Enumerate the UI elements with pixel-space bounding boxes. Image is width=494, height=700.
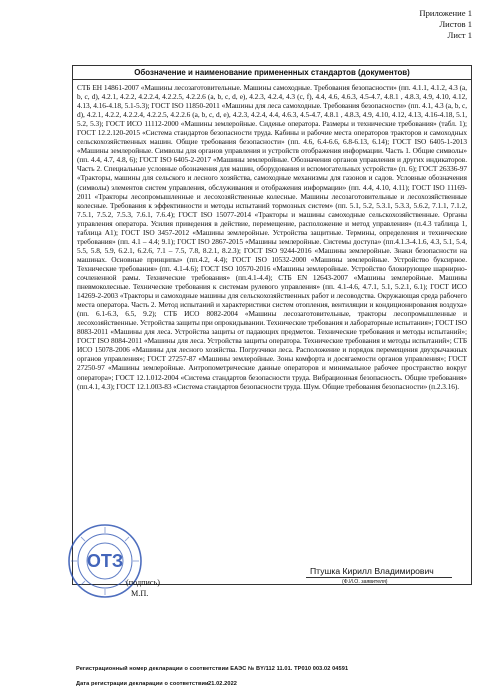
standards-text: СТБ ЕН 14861-2007 «Машины лесозаготовительные. Машины самоходные. Требования безопасности» (пп. 4.1.1, 4.1.2, 4.3 (a, b, c, d), 4.2.1, 4.2.2, 4.2.2.4, 4.2.2.5, 4.2.2.6 (a, b, c, d, e), 4.2.3, 4.2.4, 4.3 (c, f), 4.4, 4.6, 4.6.3, 4.5-4.7, 4.8.1 , 4.8.3, 4.9, 4.10, 4.12, 4.13, 4.16-4.18, 5.1-5.3); ГОСТ ISO 11850-2011 «Машины для леса самоходные. Требования безопасности» (пп. 4.1, 4.3 (a, b, c, d), 4.2.1, 4.2.2, 4.2.2.4, 4.2.2.5, 4.2.2.6 (a, b, c, d, e), 4.2.3, 4.2.4, 4.4, 4.6.3, 4.5-4.7, 4.8.1 , 4.8.3, 4.9, 4.10, 4.12, 4.13, 4.16-4.18, 5.1, 5.2, 5.3); ГОСТ ИСО 11112-2000 «Машины землеройные. Сиденье оператора. Размеры и технические требования» (табл. 1); ГОСТ 12.2.120-2015 «Система стандартов безопасности труда. Кабины и рабочие места операторов тракторов и самоходных сельскохозяйственных машин. Общие требования безопасности» (пп. 4.6, 6.4-6.6, 6.8-6.13, 6.14); ГОСТ ISO 6405-1-2013 «Машины землеройные. Символы для органов управления и устройств отображения информации. Часть 1. Общие символы» (пп. 4.4, 4.7, 4.8, 6); ГОСТ ISO 6405-2-2017 «Машины землеройные. Обозначения органов управления и других индикаторов. Часть 2. Специальные условные обозначения для машин, оборудования и вспомогательных устройств» (п. 6); ГОСТ 26336-97 «Тракторы, машины для сельского и лесного хозяйства, самоходные механизмы для газонов и садов. Условные обозначения (символы) элементов систем управления, обслуживания и отображения информации» (пп. 4.4, 4.10, 4.11); ГОСТ ISO 11169-2011 «Тракторы лесопромышленные и лесохозяйственные колесные. Машины лесозаготовительные и лесохозяйственные колесные. Требования к эффективности и методы испытаний тормозных систем» (пп. 5.1, 5.2, 5.3.1, 5.3.3, 5.6.2, 7.1.1, 7.1.2, 7.5.1, 7.5.2, 7.5.3, 7.6.1, 7.6.4); ГОСТ ISO 15077-2014 «Тракторы и машины самоходные сельскохозяйственные. Органы управления оператора. Усилия приведения в действие, перемещение, расположение и метод управления» (п.4.3 таблица 1, таблица А1); ГОСТ ISO 3457-2012 «Машины землеройные. Устройства защитные. Термины, определения и технические требования» (пп. 4.1 – 4.4; 9.1); ГОСТ ISO 2867-2015 «Машины землеройные. Системы доступа» (пп.4.1.3-4.1.6, 4.3, 5.1, 5.4, 5.5, 5.8, 5.9, 6.2.1, 6.2.6, 7.1 – 7.5, 7.8, 8.2.1, 8.2.3); ГОСТ ISO 9244-2016 «Машины землеройные. Знаки безопасности на машинах. Основные принципы» (пп.4.2, 4.4); ГОСТ ISO 10532-2000 «Машины землеройные. Устройство буксирное. Технические требования» (пп. 4.1-4.6); ГОСТ ISO 10570-2016 «Машины землеройные. Устройство блокирующее шарнирно-сочлененной рамы. Технические требования» (пп.4.1-4.4); СТБ EN 12643-2007 «Машины землеройные. Машины пневмоколесные. Технические требования к системам рулевого управления» (пп. 4.1-4.6, 4.7.1, 5.1, 5.2.1, 6.1); ГОСТ ИСО 14269-2-2003 «Тракторы и самоходные машины для сельскохозяйственных работ и лесоводства. Окружающая среда рабочего места оператора. Часть 2. Метод испытаний и характеристики систем отопления, вентиляции и кондиционирования воздуха» (пп. 6.1-6.3, 6.5, 9.2); СТБ ИСО 8082-2004 «Машины лесозаготовительные, тракторы лесопромышленные и лесохозяйственные. Устройства защиты при опрокидывании. Технические требования и лабораторные испытания»; ГОСТ ISO 8083-2011 «Машины для леса. Устройства защиты от падающих предметов. Технические требования и методы испытаний»; ГОСТ ISO 8084-2011 «Машины для леса. Устройства защиты оператора. Технические требования и методы испытаний»; СТБ ИСО 15078-2006 «Машины для лесного хозяйства. Погрузчики леса. Расположение и порядок перемещения двухрычажных органов управления»; ГОСТ 27257-87 «Машины землеройные. Зоны комфорта и досягаемости органов управления»; ГОСТ 27250-97 «Машины землеройные. Антропометрические данные операторов и минимальное рабочее пространство вокруг оператора»; ГОСТ 12.1.012-2004 «Система стандартов безопасности труда. Вибрационная безопасность. Общие требования» (пп.4.1, 4.3); ГОСТ 12.1.003-83 «Система стандартов безопасности труда. Шум. Общие требования безопасности» (п.2.3.16). (77, 83, 467, 391)
appendix-line: Приложение 1 (419, 8, 472, 18)
registration-date-value: 21.02.2022 (208, 681, 237, 687)
appendix-header (419, 8, 472, 42)
registration-date-label: Дата регистрации декларации о соответствии (76, 681, 209, 687)
frame-title: Обозначение и наименование примененных стандартов (документов) (73, 66, 471, 80)
applicant-caption: (Ф.И.О. заявителя) (342, 579, 388, 585)
registration-number: Регистрационный номер декларации о соответствии ЕАЭС № BY/112 11.01. ТР010 003.02 04591 (76, 666, 349, 672)
seal-place-label: М.П. (131, 589, 149, 598)
signature-caption: (подпись) (126, 578, 160, 587)
registration-date-row (76, 681, 237, 687)
applicant-name: Птушка Кирилл Владимирович (310, 566, 434, 576)
standards-frame (72, 65, 472, 585)
sheets-count: Листов 1 (439, 19, 472, 30)
svg-text:ОТЗ: ОТЗ (86, 551, 124, 571)
sheet-number: Лист 1 (447, 30, 472, 41)
signature-line (306, 577, 452, 578)
